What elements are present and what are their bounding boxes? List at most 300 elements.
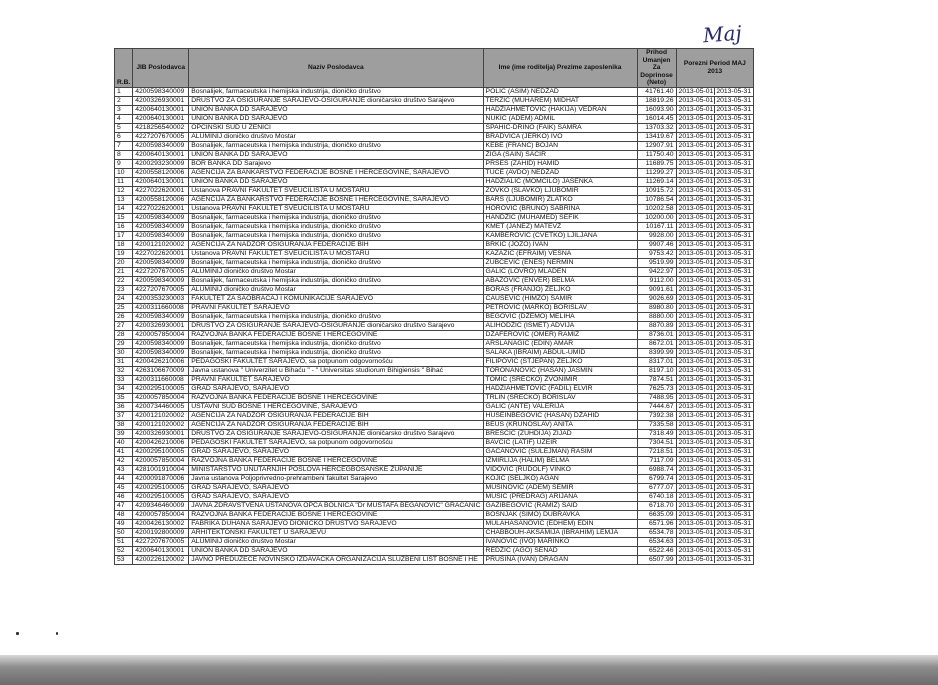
cell-jib: 4200121020002 [133, 420, 189, 429]
cell-jib: 4200598340009 [133, 231, 189, 240]
cell-jib: 4200057850004 [133, 510, 189, 519]
period-end: 2013-05-31 [716, 384, 752, 392]
cell-period [676, 474, 754, 483]
cell-prihod: 18819.26 [637, 96, 676, 105]
cell-rb: 17 [115, 231, 133, 240]
cell-jib: 4200057850004 [133, 456, 189, 465]
cell-jib: 4200598340009 [133, 312, 189, 321]
period-end: 2013-05-31 [716, 141, 752, 149]
cell-prihod: 7874.51 [637, 375, 676, 384]
cell-rb: 20 [115, 258, 133, 267]
period-end: 2013-05-31 [716, 132, 752, 140]
cell-ime: ALIHODŽIĆ (ISMET) ADVIJA [483, 321, 637, 330]
period-end: 2013-05-31 [716, 105, 752, 113]
period-start: 2013-05-01 [678, 510, 714, 518]
cell-prihod: 10915.72 [637, 186, 676, 195]
cell-naziv: USTAVNI SUD BOSNE I HERCEGOVINE, SARAJEVO [189, 402, 483, 411]
table-row [115, 204, 754, 213]
cell-period [676, 438, 754, 447]
cell-jib: 4200598340009 [133, 141, 189, 150]
header-jib: JIB Poslodavca [133, 49, 189, 88]
period-start: 2013-05-01 [678, 366, 714, 374]
cell-ime: ŽIGA (ŠAIN) ŠAĆIR [483, 150, 637, 159]
cell-ime: HOROVIĆ (BRUNO) SABRINA [483, 204, 637, 213]
cell-naziv: FABRIKA DUHANA SARAJEVO DIONIČKO DRUŠTVO SARAJEVO [189, 519, 483, 528]
cell-jib: 4227207670005 [133, 537, 189, 546]
cell-naziv: Bosnalijek, farmaceutska i hemijska industrija, dioničko društvo [189, 87, 483, 96]
cell-jib: 4218256540002 [133, 123, 189, 132]
cell-period [676, 330, 754, 339]
cell-jib: 4200426210006 [133, 438, 189, 447]
cell-prihod: 8736.01 [637, 330, 676, 339]
period-start: 2013-05-01 [678, 213, 714, 221]
period-end: 2013-05-31 [716, 222, 752, 230]
cell-prihod: 8980.80 [637, 303, 676, 312]
period-start: 2013-05-01 [678, 141, 714, 149]
cell-rb: 35 [115, 393, 133, 402]
period-start: 2013-05-01 [678, 384, 714, 392]
table-row [115, 528, 754, 537]
cell-jib: 4281001910004 [133, 465, 189, 474]
cell-rb: 40 [115, 438, 133, 447]
cell-naziv: ALUMINIJ dioničko društvo Mostar [189, 267, 483, 276]
cell-naziv: UNION BANKA DD SARAJEVO [189, 150, 483, 159]
cell-naziv: RAZVOJNA BANKA FEDERACIJE BOSNE I HERCEGOVINE [189, 393, 483, 402]
period-end: 2013-05-31 [716, 285, 752, 293]
table-row [115, 240, 754, 249]
cell-naziv: PEDAGOŠKI FAKULTET SARAJEVO, sa potpunom odgovornošću [189, 357, 483, 366]
cell-naziv: PRAVNI FAKULTET SARAJEVO [189, 303, 483, 312]
cell-jib: 4200734460005 [133, 402, 189, 411]
cell-prihod: 6988.74 [637, 465, 676, 474]
cell-naziv: FAKULTET ZA SAOBRAĆAJ I KOMUNIKACIJE SARAJEVO [189, 294, 483, 303]
cell-naziv: Bosnalijek, farmaceutska i hemijska industrija, dioničko društvo [189, 141, 483, 150]
cell-jib: 4200192800009 [133, 528, 189, 537]
period-start: 2013-05-01 [678, 267, 714, 275]
cell-period [676, 186, 754, 195]
cell-rb: 50 [115, 528, 133, 537]
period-end: 2013-05-31 [716, 546, 752, 554]
cell-ime: ĆAUŠEVIĆ (HIMZO) SAMIR [483, 294, 637, 303]
cell-period [676, 132, 754, 141]
period-start: 2013-05-01 [678, 456, 714, 464]
cell-prihod: 7444.67 [637, 402, 676, 411]
cell-naziv: PRAVNI FAKULTET SARAJEVO [189, 375, 483, 384]
period-end: 2013-05-31 [716, 168, 752, 176]
table-row [115, 447, 754, 456]
table-row [115, 132, 754, 141]
cell-rb: 19 [115, 249, 133, 258]
cell-ime: GAZIBEGOVIĆ (RAMIZ) SAID [483, 501, 637, 510]
table-row [115, 249, 754, 258]
cell-prihod: 13419.67 [637, 132, 676, 141]
cell-ime: KAZAZIĆ (EFRAIM) VESNA [483, 249, 637, 258]
period-end: 2013-05-31 [716, 294, 752, 302]
cell-rb: 4 [115, 114, 133, 123]
cell-rb: 34 [115, 384, 133, 393]
cell-naziv: Ustanova PRAVNI FAKULTET SVEUČILIŠTA U MOSTARU [189, 186, 483, 195]
period-end: 2013-05-31 [716, 159, 752, 167]
cell-ime: BAVČIĆ (LATIF) UZEIR [483, 438, 637, 447]
period-end: 2013-05-31 [716, 276, 752, 284]
table-row [115, 393, 754, 402]
cell-prihod: 6777.07 [637, 483, 676, 492]
cell-rb: 48 [115, 510, 133, 519]
cell-jib: 4200426210006 [133, 357, 189, 366]
cell-rb: 31 [115, 357, 133, 366]
period-start: 2013-05-01 [678, 240, 714, 248]
period-end: 2013-05-31 [716, 375, 752, 383]
cell-ime: KAMBEROVIĆ (CVETKO) LJILJANA [483, 231, 637, 240]
cell-rb: 16 [115, 222, 133, 231]
cell-prihod: 10202.58 [637, 204, 676, 213]
cell-period [676, 537, 754, 546]
table-row [115, 159, 754, 168]
cell-naziv: Bosnalijek, farmaceutska i hemijska industrija, dioničko društvo [189, 348, 483, 357]
cell-prihod: 7117.09 [637, 456, 676, 465]
cell-ime: BEUS (KRUNOSLAV) ANITA [483, 420, 637, 429]
period-end: 2013-05-31 [716, 303, 752, 311]
cell-jib: 4200598340009 [133, 222, 189, 231]
cell-ime: BREŠČIĆ (ZUHDIJA) ZIJAD [483, 429, 637, 438]
table-row [115, 411, 754, 420]
table-row [115, 375, 754, 384]
cell-period [676, 393, 754, 402]
table-row [115, 168, 754, 177]
cell-naziv: JAVNA ZDRAVSTVENA USTANOVA OPĆA BOLNICA "Dr MUSTAFA BEGANOVIĆ" GRAČANIC [189, 501, 483, 510]
period-start: 2013-05-01 [678, 393, 714, 401]
cell-naziv: DRUŠTVO ZA OSIGURANJE SARAJEVO-OSIGURANJE dioničarsko društvo Sarajevo [189, 429, 483, 438]
cell-rb: 51 [115, 537, 133, 546]
period-end: 2013-05-31 [716, 213, 752, 221]
cell-period [676, 420, 754, 429]
cell-naziv: JAVNO PREDUZEĆE NOVINSKO IZDAVAČKA ORGANIZACIJA SLUŽBENI LIST BOSNE I HE [189, 555, 483, 564]
cell-period [676, 213, 754, 222]
cell-naziv: Bosnalijek, farmaceutska i hemijska industrija, dioničko društvo [189, 258, 483, 267]
cell-prihod: 11269.14 [637, 177, 676, 186]
cell-ime: FILIPOVIĆ (STJEPAN) ŽELJKO [483, 357, 637, 366]
period-end: 2013-05-31 [716, 249, 752, 257]
cell-naziv: ALUMINIJ dioničko društvo Mostar [189, 537, 483, 546]
cell-rb: 7 [115, 141, 133, 150]
cell-rb: 53 [115, 555, 133, 564]
period-end: 2013-05-31 [716, 330, 752, 338]
cell-naziv: Ustanova PRAVNI FAKULTET SVEUČILIŠTA U MOSTARU [189, 204, 483, 213]
period-end: 2013-05-31 [716, 483, 752, 491]
cell-jib: 4200558120006 [133, 195, 189, 204]
period-start: 2013-05-01 [678, 330, 714, 338]
cell-jib: 4227022620001 [133, 186, 189, 195]
cell-ime: DŽAFEROVIĆ (OMER) RAMIZ [483, 330, 637, 339]
cell-jib: 4200226120002 [133, 555, 189, 564]
header-rb: R.B. [115, 49, 133, 88]
period-end: 2013-05-31 [716, 204, 752, 212]
cell-prihod: 6534.63 [637, 537, 676, 546]
cell-rb: 22 [115, 276, 133, 285]
cell-ime: MUSIĆ (PREDRAG) ARIJANA [483, 492, 637, 501]
period-end: 2013-05-31 [716, 267, 752, 275]
cell-period [676, 375, 754, 384]
cell-rb: 42 [115, 456, 133, 465]
cell-rb: 37 [115, 411, 133, 420]
cell-naziv: Bosnalijek, farmaceutska i hemijska industrija, dioničko društvo [189, 276, 483, 285]
cell-prihod: 9091.61 [637, 285, 676, 294]
cell-ime: REDŽIĆ (AGO) SENAD [483, 546, 637, 555]
cell-naziv: Javna ustanova " Univerzitet u Bihaću " - " Universitas studiorum Bihigiensis " Bihać [189, 366, 483, 375]
cell-period [676, 96, 754, 105]
period-end: 2013-05-31 [716, 321, 752, 329]
cell-period [676, 465, 754, 474]
cell-jib: 4200353230003 [133, 294, 189, 303]
cell-jib: 4200598340009 [133, 348, 189, 357]
table-row [115, 429, 754, 438]
cell-prihod: 9112.00 [637, 276, 676, 285]
table-row [115, 456, 754, 465]
period-start: 2013-05-01 [678, 438, 714, 446]
period-start: 2013-05-01 [678, 150, 714, 158]
cell-jib: 4200121020002 [133, 411, 189, 420]
cell-naziv: AGENCIJA ZA BANKARSTVO FEDERACIJE BOSNE I HERCEGOVINE, SARAJEVO [189, 195, 483, 204]
header-ime: Ime (ime roditelja) Prezime zaposlenika [483, 49, 637, 88]
cell-prihod: 16014.45 [637, 114, 676, 123]
period-start: 2013-05-01 [678, 519, 714, 527]
cell-naziv: BOR BANKA DD Sarajevo [189, 159, 483, 168]
cell-jib: 4200326930001 [133, 429, 189, 438]
period-end: 2013-05-31 [716, 411, 752, 419]
table-row [115, 483, 754, 492]
cell-period [676, 492, 754, 501]
table-row [115, 231, 754, 240]
cell-rb: 9 [115, 159, 133, 168]
cell-period [676, 429, 754, 438]
cell-period [676, 501, 754, 510]
period-start: 2013-05-01 [678, 195, 714, 203]
cell-ime: VIDOVIĆ (RUDOLF) VINKO [483, 465, 637, 474]
period-end: 2013-05-31 [716, 402, 752, 410]
cell-ime: PRŠEŠ (ZAHID) HAMID [483, 159, 637, 168]
table-row [115, 267, 754, 276]
cell-period [676, 222, 754, 231]
period-end: 2013-05-31 [716, 447, 752, 455]
period-end: 2013-05-31 [716, 393, 752, 401]
cell-jib: 4200293230009 [133, 159, 189, 168]
cell-jib: 4200295100005 [133, 447, 189, 456]
period-end: 2013-05-31 [716, 240, 752, 248]
cell-period [676, 348, 754, 357]
period-end: 2013-05-31 [716, 114, 752, 122]
cell-naziv: AGENCIJA ZA NADZOR OSIGURANJA FEDERACIJE BIH [189, 240, 483, 249]
cell-rb: 13 [115, 195, 133, 204]
cell-ime: BARŠ (LJUBOMIR) ZLATKO [483, 195, 637, 204]
cell-period [676, 411, 754, 420]
period-end: 2013-05-31 [716, 312, 752, 320]
cell-period [676, 114, 754, 123]
cell-ime: PRUSINA (IVAN) DRAGAN [483, 555, 637, 564]
cell-jib: 4200326930001 [133, 321, 189, 330]
cell-prihod: 11299.27 [637, 168, 676, 177]
cell-ime: IVANOVIĆ (IVO) MARINKO [483, 537, 637, 546]
period-start: 2013-05-01 [678, 249, 714, 257]
period-end: 2013-05-31 [716, 150, 752, 158]
cell-naziv: ALUMINIJ dioničko društvo Mostar [189, 132, 483, 141]
cell-naziv: Bosnalijek, farmaceutska i hemijska industrija, dioničko društvo [189, 213, 483, 222]
period-end: 2013-05-31 [716, 438, 752, 446]
cell-jib: 4200598340009 [133, 213, 189, 222]
cell-jib: 4200640130001 [133, 114, 189, 123]
cell-jib: 4200295100005 [133, 384, 189, 393]
cell-ime: KOJIĆ (ŠELJKO) AGAN [483, 474, 637, 483]
cell-prihod: 9422.97 [637, 267, 676, 276]
cell-prihod: 8317.01 [637, 357, 676, 366]
period-start: 2013-05-01 [678, 420, 714, 428]
cell-jib: 4209346460009 [133, 501, 189, 510]
cell-rb: 23 [115, 285, 133, 294]
cell-prihod: 6635.09 [637, 510, 676, 519]
table-row [115, 321, 754, 330]
cell-rb: 15 [115, 213, 133, 222]
period-end: 2013-05-31 [716, 537, 752, 545]
cell-naziv: GRAD SARAJEVO, SARAJEVO [189, 384, 483, 393]
period-start: 2013-05-01 [678, 294, 714, 302]
cell-jib: 4200121020002 [133, 240, 189, 249]
cell-naziv: Bosnalijek, farmaceutska i hemijska industrija, dioničko društvo [189, 339, 483, 348]
cell-ime: TUCE (AVDO) NEDŽAD [483, 168, 637, 177]
cell-prihod: 11689.75 [637, 159, 676, 168]
period-start: 2013-05-01 [678, 501, 714, 509]
handwritten-note: Maj [702, 20, 743, 48]
cell-prihod: 13703.32 [637, 123, 676, 132]
cell-period [676, 456, 754, 465]
cell-naziv: Ustanova PRAVNI FAKULTET SVEUČILIŠTA U MOSTARU [189, 249, 483, 258]
table-body [115, 87, 754, 564]
cell-naziv: DRUŠTVO ZA OSIGURANJE SARAJEVO-OSIGURANJE dioničarsko društvo Sarajevo [189, 96, 483, 105]
table-row [115, 519, 754, 528]
cell-rb: 33 [115, 375, 133, 384]
period-start: 2013-05-01 [678, 555, 714, 563]
cell-naziv: Javna ustanova Poljoprivredno-prehrambeni fakultet Sarajevo [189, 474, 483, 483]
cell-prihod: 7304.51 [637, 438, 676, 447]
cell-period [676, 159, 754, 168]
cell-period [676, 168, 754, 177]
cell-ime: KEBE (FRANC) BOJAN [483, 141, 637, 150]
cell-naziv: Bosnalijek, farmaceutska i hemijska industrija, dioničko društvo [189, 222, 483, 231]
cell-ime: BEGOVIĆ (DŽEMO) MELIHA [483, 312, 637, 321]
cell-period [676, 123, 754, 132]
cell-rb: 5 [115, 123, 133, 132]
cell-ime: ŠALAKA (IBRAIM) ABDUL-UMID [483, 348, 637, 357]
period-start: 2013-05-01 [678, 96, 714, 104]
period-start: 2013-05-01 [678, 231, 714, 239]
table-row [115, 294, 754, 303]
cell-jib: 4200640130001 [133, 177, 189, 186]
cell-jib: 4200598340009 [133, 87, 189, 96]
cell-period [676, 312, 754, 321]
cell-ime: ZOVKO (SLAVKO) LJUBOMIR [483, 186, 637, 195]
cell-prihod: 10167.11 [637, 222, 676, 231]
table-row [115, 303, 754, 312]
cell-naziv: AGENCIJA ZA NADZOR OSIGURANJA FEDERACIJE BIH [189, 420, 483, 429]
cell-jib: 4227022620001 [133, 204, 189, 213]
cell-naziv: GRAD SARAJEVO, SARAJEVO [189, 492, 483, 501]
cell-naziv: DRUŠTVO ZA OSIGURANJE SARAJEVO-OSIGURANJE dioničarsko društvo Sarajevo [189, 321, 483, 330]
cell-ime: TERZIĆ (MUHAREM) MIDHAT [483, 96, 637, 105]
period-start: 2013-05-01 [678, 528, 714, 536]
income-table [114, 48, 754, 565]
scan-shadow [0, 655, 938, 685]
cell-jib: 4200311660008 [133, 303, 189, 312]
cell-rb: 47 [115, 501, 133, 510]
period-start: 2013-05-01 [678, 168, 714, 176]
cell-rb: 28 [115, 330, 133, 339]
period-start: 2013-05-01 [678, 483, 714, 491]
cell-naziv: OPĆINSKI SUD U ZENICI [189, 123, 483, 132]
cell-ime: ABAZOVIĆ (ENVER) BELMA [483, 276, 637, 285]
period-end: 2013-05-31 [716, 366, 752, 374]
scan-speck [16, 632, 19, 635]
period-start: 2013-05-01 [678, 546, 714, 554]
cell-naziv: Bosnalijek, farmaceutska i hemijska industrija, dioničko društvo [189, 312, 483, 321]
cell-ime: HADŽIALIĆ (MOMČILO) JASENKA [483, 177, 637, 186]
cell-ime: HADŽIAHMETOVIĆ (FADIL) ELVIR [483, 384, 637, 393]
period-end: 2013-05-31 [716, 474, 752, 482]
period-start: 2013-05-01 [678, 87, 714, 95]
period-start: 2013-05-01 [678, 285, 714, 293]
cell-prihod: 12907.91 [637, 141, 676, 150]
table-row [115, 330, 754, 339]
period-start: 2013-05-01 [678, 105, 714, 113]
cell-rb: 49 [115, 519, 133, 528]
period-end: 2013-05-31 [716, 429, 752, 437]
period-start: 2013-05-01 [678, 177, 714, 185]
cell-ime: NUKIĆ (ADEM) ADMIL [483, 114, 637, 123]
table-row [115, 186, 754, 195]
cell-prihod: 6740.18 [637, 492, 676, 501]
cell-naziv: AGENCIJA ZA BANKARSTVO FEDERACIJE BOSNE I HERCEGOVINE, SARAJEVO [189, 168, 483, 177]
period-start: 2013-05-01 [678, 429, 714, 437]
cell-prihod: 6571.96 [637, 519, 676, 528]
period-start: 2013-05-01 [678, 411, 714, 419]
cell-prihod: 6534.78 [637, 528, 676, 537]
table-row [115, 348, 754, 357]
period-end: 2013-05-31 [716, 195, 752, 203]
cell-prihod: 6718.70 [637, 501, 676, 510]
cell-rb: 24 [115, 294, 133, 303]
cell-rb: 3 [115, 105, 133, 114]
cell-jib: 4200426130002 [133, 519, 189, 528]
cell-period [676, 339, 754, 348]
cell-rb: 14 [115, 204, 133, 213]
cell-ime: SPAHIĆ-DRINO (FAIK) SAMRA [483, 123, 637, 132]
cell-naziv: ARHITEKTONSKI FAKULTET U SARAJEVU [189, 528, 483, 537]
cell-rb: 32 [115, 366, 133, 375]
table-row [115, 123, 754, 132]
table-row [115, 339, 754, 348]
cell-period [676, 519, 754, 528]
cell-jib: 4227022620001 [133, 249, 189, 258]
table-row [115, 222, 754, 231]
period-start: 2013-05-01 [678, 348, 714, 356]
table-row [115, 537, 754, 546]
period-end: 2013-05-31 [716, 465, 752, 473]
cell-period [676, 141, 754, 150]
cell-ime: HADŽIAHMETOVIĆ (HAKIJA) VEDRAN [483, 105, 637, 114]
cell-prihod: 8672.01 [637, 339, 676, 348]
table-row [115, 492, 754, 501]
cell-ime: TRLIN (SREĆKO) BORISLAV [483, 393, 637, 402]
cell-rb: 36 [115, 402, 133, 411]
cell-ime: IZMIRLIJA (HALIM) BELMA [483, 456, 637, 465]
cell-period [676, 195, 754, 204]
